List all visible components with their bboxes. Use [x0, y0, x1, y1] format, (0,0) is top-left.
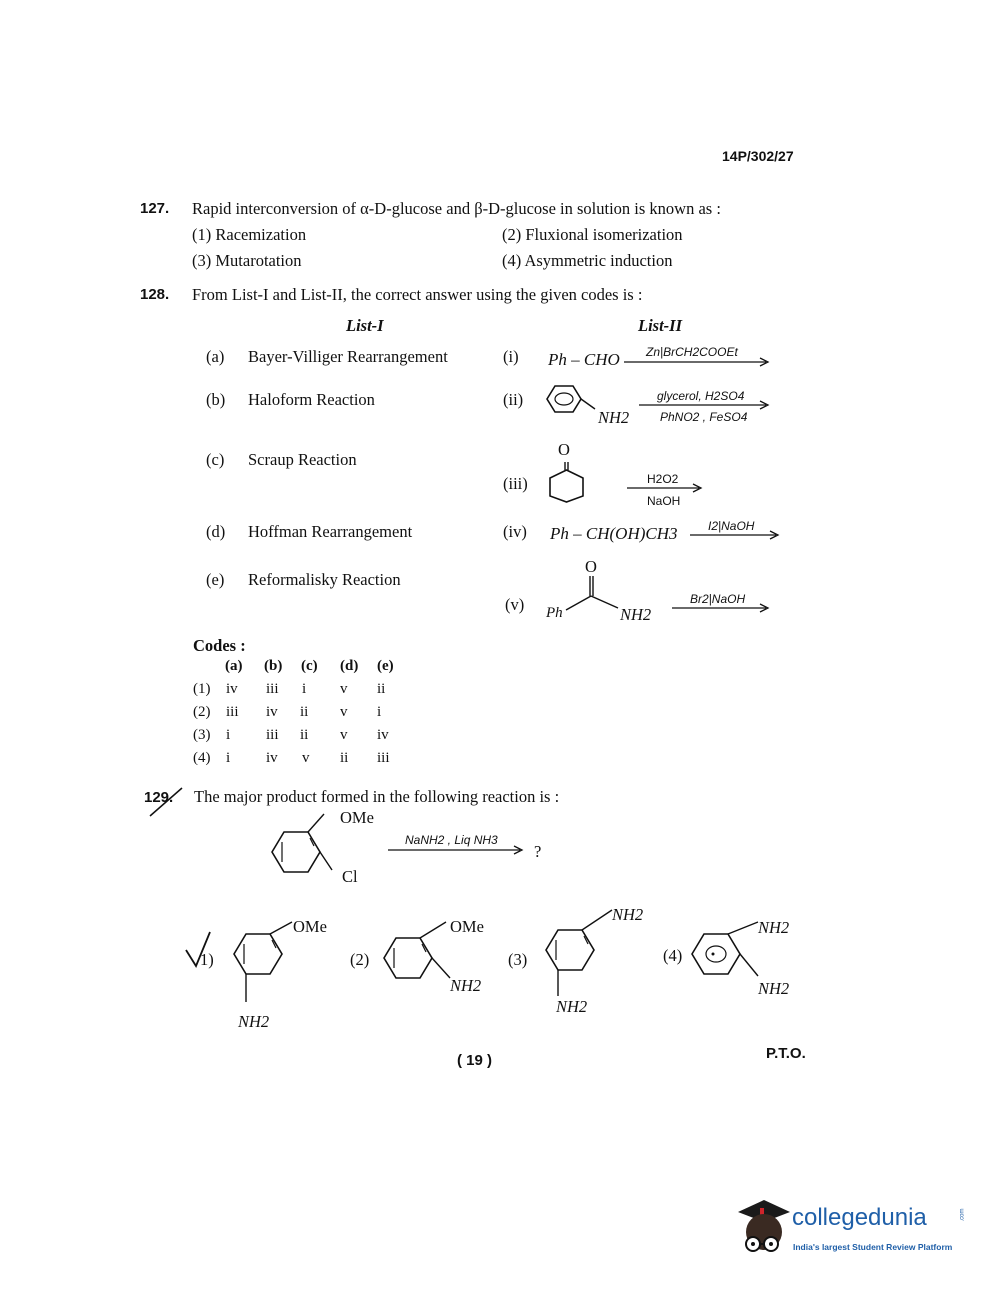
codes-cell: ii — [377, 681, 386, 697]
codes-cell: ii — [340, 750, 349, 766]
list-2-reagent-iv: I2|NaOH — [708, 519, 755, 533]
page-number: ( 19 ) — [457, 1052, 493, 1069]
list-1-key-d: (d) — [206, 522, 226, 541]
codes-cell: v — [340, 681, 348, 697]
list-2-substrate-iv: Ph – CH(OH)CH3 — [550, 524, 678, 543]
codes-cell: i — [302, 681, 307, 697]
list-1-item-a: Bayer-Villiger Rearrangement — [248, 347, 448, 366]
codes-header-a: (a) — [225, 658, 243, 674]
codes-row-3 — [0, 727, 993, 747]
option-127-2: (2) Fluxional isomerization — [502, 225, 683, 244]
list-1-key-b: (b) — [206, 390, 226, 409]
list-1-item-d: Hoffman Rearrangement — [248, 522, 413, 541]
list-2-substrate-v: NH2 — [620, 605, 652, 624]
list-2-substrate-i: Ph – CHO — [548, 350, 620, 369]
collegedunia-logo — [734, 1192, 974, 1262]
codes-cell: iii — [266, 681, 279, 697]
list-2-substrate-iii: O — [558, 440, 570, 459]
reaction-arrow-iv — [690, 533, 782, 541]
option-129-2-label: (2) — [350, 950, 370, 969]
codes-row-1 — [0, 681, 993, 701]
codes-opt: (1) — [193, 681, 211, 697]
reaction-arrow-ii — [639, 403, 774, 411]
option-1-substituent-bottom: NH2 — [238, 1012, 270, 1031]
reactant-substituent-top: OMe — [340, 808, 374, 827]
codes-cell: iv — [266, 750, 278, 766]
list-2-key-iv: (iv) — [503, 522, 527, 541]
codes-cell: i — [226, 750, 231, 766]
logo-suffix: .com — [959, 1208, 966, 1222]
list-1-item-c: Scraup Reaction — [248, 450, 357, 469]
list-1-key-a: (a) — [206, 347, 225, 366]
codes-cell: iii — [266, 727, 279, 743]
option-129-4-label: (4) — [663, 946, 683, 965]
reaction-arrow-129 — [388, 848, 528, 856]
option-3-substituent-top: NH2 — [612, 905, 644, 924]
reaction-reagent-129: NaNH2 , Liq NH3 — [405, 833, 498, 847]
benzene-ring-icon — [539, 383, 599, 423]
codes-header-b: (b) — [264, 658, 283, 674]
list-1-item-e: Reformalisky Reaction — [248, 570, 401, 589]
codes-row-2 — [0, 704, 993, 724]
option-129-3-label: (3) — [508, 950, 528, 969]
option-3-substituent-bottom: NH2 — [556, 997, 588, 1016]
option-129-1-label: 1) — [200, 950, 214, 969]
question-text-127: Rapid interconversion of α-D-glucose and β-D-glucose in solution is known as : — [192, 199, 721, 218]
question-number-129: 129. — [144, 789, 174, 806]
list-2-reagent-iii-bottom: NaOH — [647, 494, 681, 508]
codes-header-c: (c) — [301, 658, 318, 674]
codes-cell: ii — [300, 704, 309, 720]
codes-header — [0, 658, 993, 678]
option-1-substituent-top: OMe — [293, 917, 327, 936]
reactant-substituent-bottom: Cl — [342, 867, 358, 886]
option-4-substituent-top: NH2 — [758, 918, 790, 937]
list-2-key-ii: (ii) — [503, 390, 524, 409]
list-2-phenyl-v: Ph — [546, 605, 563, 621]
list-1-item-b: Haloform Reaction — [248, 390, 375, 409]
codes-cell: i — [377, 704, 382, 720]
list-2-carbonyl-o-v: O — [585, 557, 597, 576]
codes-cell: iii — [377, 750, 390, 766]
option-127-4: (4) Asymmetric induction — [502, 251, 673, 270]
page-code: 14P/302/27 — [722, 148, 794, 164]
reaction-arrow-v — [672, 606, 772, 614]
list-2-reagent-ii-top: glycerol, H2SO4 — [657, 389, 745, 403]
reaction-arrow-i — [624, 360, 774, 368]
list-2-reagent-iii-top: H2O2 — [647, 472, 679, 486]
list-2-key-i: (i) — [503, 347, 519, 366]
codes-cell: iv — [377, 727, 389, 743]
tick-mark-icon — [148, 786, 188, 820]
codes-cell: i — [226, 727, 231, 743]
codes-cell: iii — [226, 704, 239, 720]
list-1-title: List-I — [346, 316, 384, 335]
codes-row-4 — [0, 750, 993, 770]
list-2-reagent-v: Br2|NaOH — [690, 592, 746, 606]
list-2-substrate-ii: NH2 — [598, 408, 630, 427]
mascot-icon — [734, 1196, 794, 1260]
codes-cell: ii — [300, 727, 309, 743]
list-2-title: List-II — [638, 316, 683, 335]
option-4-substituent-bottom: NH2 — [758, 979, 790, 998]
question-text-128: From List-I and List-II, the correct answer using the given codes is : — [192, 285, 643, 304]
codes-header-e: (e) — [377, 658, 394, 674]
option-2-substituent-top: OMe — [450, 917, 484, 936]
codes-opt: (3) — [193, 727, 211, 743]
codes-title: Codes : — [193, 636, 246, 655]
logo-tagline: India's largest Student Review Platform — [793, 1242, 953, 1252]
question-number-127: 127. — [140, 200, 170, 217]
codes-cell: v — [340, 704, 348, 720]
list-1-key-e: (e) — [206, 570, 225, 589]
list-2-key-v: (v) — [505, 595, 525, 614]
codes-opt: (4) — [193, 750, 211, 766]
question-number-128: 128. — [140, 286, 170, 303]
reaction-arrow-iii — [627, 486, 707, 494]
codes-cell: v — [302, 750, 310, 766]
codes-cell: v — [340, 727, 348, 743]
list-2-reagent-ii-bottom: PhNO2 , FeSO4 — [660, 410, 748, 424]
question-text-129: The major product formed in the following reaction is : — [194, 787, 560, 806]
list-2-key-iii: (iii) — [503, 474, 528, 493]
codes-cell: iv — [226, 681, 238, 697]
option-127-1: (1) Racemization — [192, 225, 307, 244]
codes-header-d: (d) — [340, 658, 359, 674]
option-127-3: (3) Mutarotation — [192, 251, 302, 270]
option-2-substituent-bottom: NH2 — [450, 976, 482, 995]
list-1-key-c: (c) — [206, 450, 225, 469]
reaction-product-129: ? — [534, 842, 542, 861]
pto-label: P.T.O. — [766, 1045, 806, 1062]
codes-opt: (2) — [193, 704, 211, 720]
list-2-reagent-i: Zn|BrCH2COOEt — [646, 345, 738, 359]
codes-cell: iv — [266, 704, 278, 720]
logo-name: collegedunia — [792, 1204, 927, 1231]
